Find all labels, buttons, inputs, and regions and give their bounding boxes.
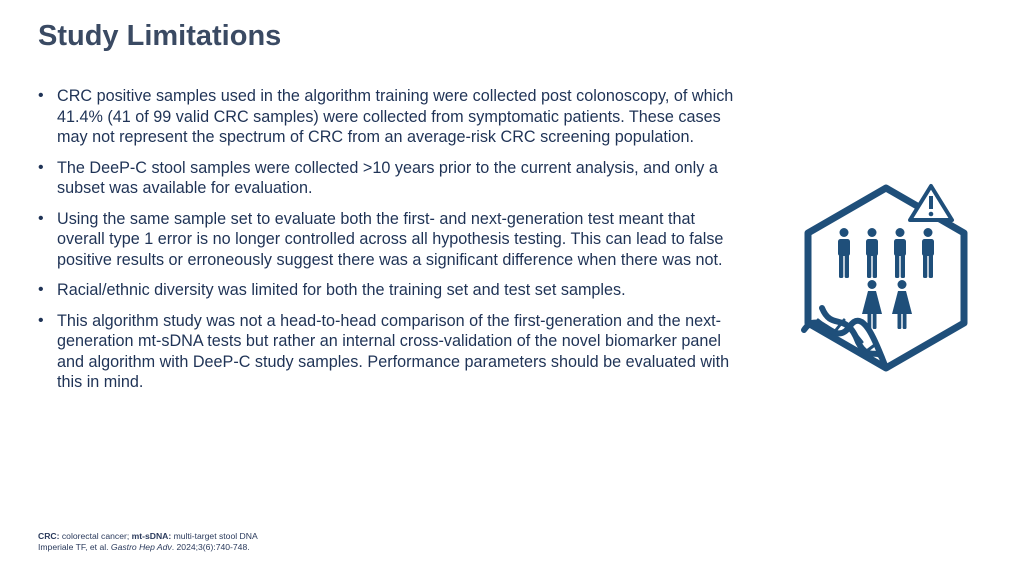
abbr-def: colorectal cancer; [59,531,132,541]
abbreviations [38,531,258,542]
list-item [38,86,738,148]
list-item-text: Using the same sample set to evaluate both the first- and next-generation test meant that overall type 1 error is no longer controlled across all hypothesis testing. This can lead to false positive results or erroneously suggest there was a significant difference when there was not. [57,209,724,269]
bullet-icon: • [38,209,44,227]
page-title: Study Limitations [38,20,282,52]
bullet-icon: • [38,87,44,104]
list-item [38,280,738,301]
female-figure-icon [892,280,912,329]
citation [38,542,258,553]
male-figure-icon [922,228,934,278]
bullet-icon: • [38,311,44,329]
list-item-text: Racial/ethnic diversity was limited for both the training set and test set samples. [57,281,626,299]
list-item [38,209,738,271]
abbr-def: multi-target stool DNA [171,531,258,541]
male-figure-icon [866,228,878,278]
list-item-text: CRC positive samples used in the algorithm training were collected post colonoscopy, of which 41.4% (41 of 99 valid CRC samples) were collected from symptomatic patients. These cases may not represent the spectrum of CRC from an average-risk CRC screening population. [57,87,734,146]
citation-authors: Imperiale TF, et al. [38,541,111,552]
citation-details: . 2024;3(6):740-748. [171,541,250,552]
list-item [38,158,738,199]
footnote [38,531,258,552]
abbr-term: CRC: [38,531,60,541]
population-illustration [798,180,974,378]
limitations-list [38,86,738,403]
list-item-text: This algorithm study was not a head-to-head comparison of the first-generation and the next-generation mt-sDNA tests but rather an internal cross-validation of the novel biomarker panel and algorithm with DeeP-C study samples. Performance parameters should be evaluated with this in mind. [57,311,730,391]
male-figure-icon [894,228,906,278]
citation-journal: Gastro Hep Adv [110,541,172,552]
list-item-text: The DeeP-C stool samples were collected >10 years prior to the current analysis, and only a subset was available for evaluation. [57,158,718,197]
abbr-term: mt-sDNA: [131,531,172,541]
bullet-icon: • [38,281,44,298]
bullet-icon: • [38,158,44,176]
male-figure-icon [838,228,850,278]
list-item [38,311,738,393]
